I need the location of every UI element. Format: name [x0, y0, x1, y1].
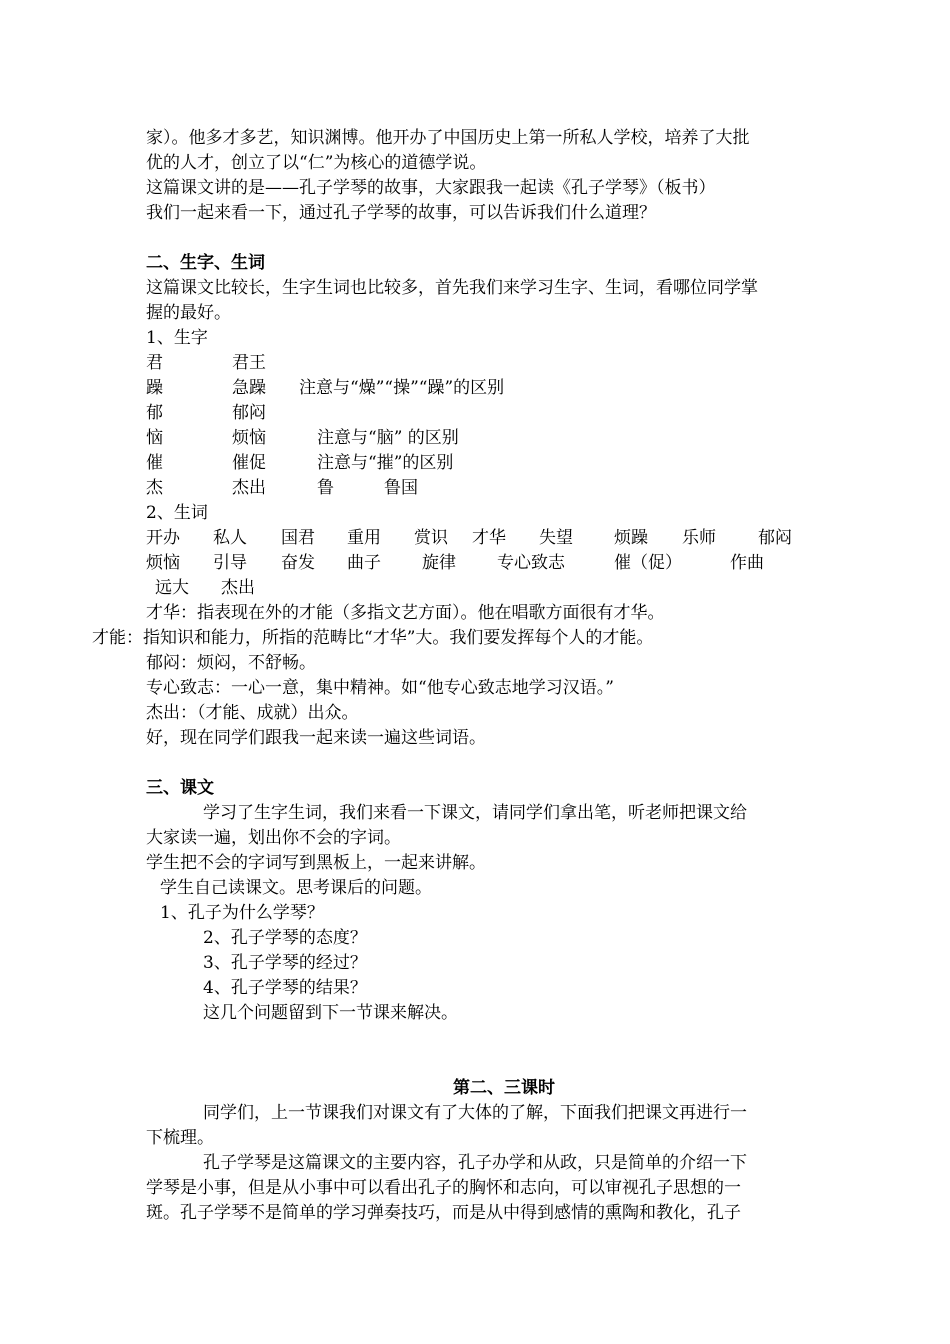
section-heading-vocab: 二、生字、生词: [146, 253, 265, 273]
vocab-word: 旋律: [422, 553, 456, 573]
character-word: 烦恼: [232, 428, 266, 448]
lesson-title: 第二、三课时: [453, 1078, 555, 1098]
character-word: 君王: [232, 353, 266, 373]
vocab-word: 重用: [347, 528, 381, 548]
vocab-word: 引导: [213, 553, 247, 573]
paragraph-line: 大家读一遍，划出你不会的字词。: [146, 828, 401, 848]
intro-line: 优的人才，创立了以“仁”为核心的道德学说。: [146, 153, 487, 173]
vocab-word: 奋发: [281, 553, 315, 573]
character-note: 鲁: [317, 478, 334, 498]
character-word: 催促: [232, 453, 266, 473]
character-word: 杰出: [232, 478, 266, 498]
character: 恼: [146, 428, 163, 448]
character: 郁: [146, 403, 163, 423]
paragraph-line: 这篇课文比较长，生字生词也比较多，首先我们来学习生字、生词，看哪位同学掌: [146, 278, 758, 298]
question-item: 1、孔子为什么学琴？: [160, 903, 324, 923]
character: 躁: [146, 378, 163, 398]
question-item: 2、孔子学琴的态度？: [203, 928, 367, 948]
question-item: 4、孔子学琴的结果？: [203, 978, 367, 998]
vocab-word: 乐师: [682, 528, 716, 548]
subheading-characters: 1、生字: [146, 328, 208, 348]
vocab-word: 专心致志: [497, 553, 565, 573]
definition-line: 才能：指知识和能力，所指的范畴比“才华”大。我们要发挥每个人的才能。: [92, 628, 654, 648]
question-item: 3、孔子学琴的经过？: [203, 953, 367, 973]
paragraph-line: 学习了生字生词，我们来看一下课文，请同学们拿出笔，听老师把课文给: [203, 803, 747, 823]
vocab-word: 郁闷: [758, 528, 792, 548]
intro-line: 我们一起来看一下，通过孔子学琴的故事，可以告诉我们什么道理？: [146, 203, 656, 223]
paragraph-line: 好，现在同学们跟我一起来读一遍这些词语。: [146, 728, 486, 748]
paragraph-line: 孔子学琴是这篇课文的主要内容，孔子办学和从政，只是简单的介绍一下: [203, 1153, 747, 1173]
subheading-words: 2、生词: [146, 503, 208, 523]
definition-line: 专心致志：一心一意，集中精神。如“他专心致志地学习汉语。”: [146, 678, 614, 698]
paragraph-line: 学琴是小事，但是从小事中可以看出孔子的胸怀和志向，可以审视孔子思想的一: [146, 1178, 741, 1198]
character-note: 注意与“脑” 的区别: [317, 428, 459, 448]
vocab-word: 私人: [213, 528, 247, 548]
vocab-word: 催（促）: [614, 553, 682, 573]
character-word: 急躁: [232, 378, 266, 398]
paragraph-line: 斑。孔子学琴不是简单的学习弹奏技巧，而是从中得到感情的熏陶和教化，孔子: [146, 1203, 741, 1223]
paragraph-line: 学生把不会的字词写到黑板上，一起来讲解。: [146, 853, 486, 873]
character-word: 郁闷: [232, 403, 266, 423]
vocab-word: 曲子: [347, 553, 381, 573]
intro-line: 家）。他多才多艺，知识渊博。他开办了中国历史上第一所私人学校，培养了大批: [146, 128, 750, 148]
definition-line: 郁闷：烦闷，不舒畅。: [146, 653, 316, 673]
section-heading-text: 三、课文: [146, 778, 214, 798]
character-note: 鲁国: [384, 478, 418, 498]
definition-line: 才华：指表现在外的才能（多指文艺方面）。他在唱歌方面很有才华。: [146, 603, 665, 623]
vocab-word: 开办: [146, 528, 180, 548]
character: 杰: [146, 478, 163, 498]
paragraph-line: 同学们，上一节课我们对课文有了大体的了解，下面我们把课文再进行一: [203, 1103, 747, 1123]
character-note: 注意与“燥”“操”“躁”的区别: [299, 378, 505, 398]
paragraph-line: 学生自己读课文。思考课后的问题。: [160, 878, 432, 898]
vocab-word: 杰出: [221, 578, 255, 598]
paragraph-line: 下梳理。: [146, 1128, 214, 1148]
vocab-word: 国君: [281, 528, 315, 548]
intro-line: 这篇课文讲的是——孔子学琴的故事，大家跟我一起读《孔子学琴》（板书）: [146, 178, 716, 198]
vocab-word: 失望: [539, 528, 573, 548]
vocab-word: 作曲: [730, 553, 764, 573]
vocab-word: 烦躁: [614, 528, 648, 548]
vocab-word: 烦恼: [146, 553, 180, 573]
character: 君: [146, 353, 163, 373]
vocab-word: 赏识: [414, 528, 448, 548]
definition-line: 杰出：（才能、成就）出众。: [146, 703, 359, 723]
character: 催: [146, 453, 163, 473]
character-note: 注意与“摧”的区别: [317, 453, 454, 473]
vocab-word: 远大: [155, 578, 189, 598]
paragraph-line: 握的最好。: [146, 303, 231, 323]
paragraph-line: 这几个问题留到下一节课来解决。: [203, 1003, 458, 1023]
vocab-word: 才华: [472, 528, 506, 548]
